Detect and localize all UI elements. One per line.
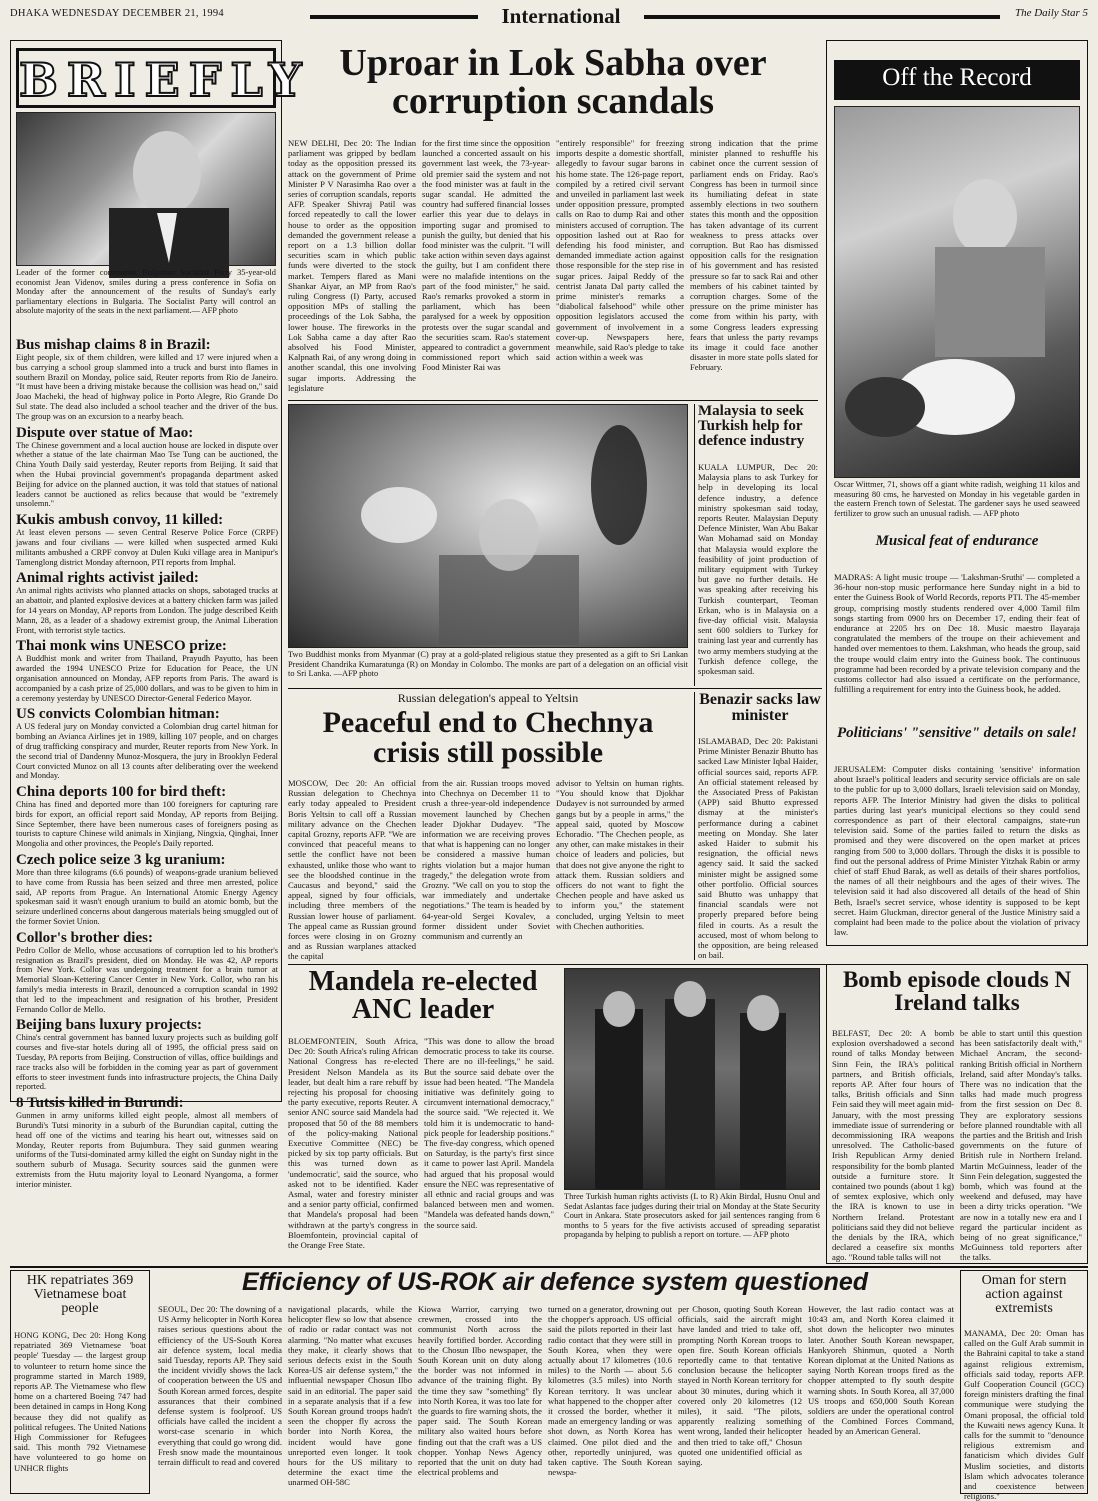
masthead-dateline: DHAKA WEDNESDAY DECEMBER 21, 1994	[10, 8, 224, 19]
monks-photo	[288, 404, 688, 648]
lok-sabha-col-1: NEW DELHI, Dec 20: The Indian parliament was gripped by bedlam today as the opposition pressed its attack on the government of Prime Minister P V Narasimha Rao over a series of corruption scandals, reports AFP. Speaker Shivraj Patil was forced repeatedly to call the lower house to order as the opposition demanded the government release a report on a 1.3 billion dollar securities scam in which public funds were diverted to the stock market. Tempers flared as Mani Shankar Aiyar, an MP from Rao's ruling Congress (I) Party, accused opposition MPs of stalling the proceedings of the Lok Sabha, the lower house. The fireworks in the Lok Sabha came a day after Rao absolved his Food Minister, Kalpnath Rai, of any wrong doing in another scandal, this one involving sugar imports. Addressing the legislature	[288, 138, 416, 393]
lok-sabha-col-3: "entirely responsible" for freezing imports despite a domestic shortfall, allegedly to favour sugar barons in his home state. The 126-page report, compiled by a retired civil servant and unveiled in parliament last week under opposition pressure, prompted calls on Rao to dump Rai and other ministers accused of corruption. The opposition lashed out at Rao for defending his food minister, and demanded immediate action against those responsible for the step rise in sugar prices. Jaipal Reddy of the centrist Janata Dal party called the prime minister's remarks a "diabolical falsehood" while other opposition legislators accused the government of involvement in a cover-up. Newspapers here, meanwhile, said Rao's pledge to take action within a week was	[556, 138, 684, 363]
divider	[288, 400, 818, 401]
malaysia-headline: Malaysia to seek Turkish help for defence industry	[698, 403, 805, 449]
brief-item-kukis: Kukis ambush convoy, 11 killed: At least eleven persons — seven Central Reserve Police Force (CRPF) jawans and four civilians — were killed when suspected armed Kuki militants ambushed a CRPF convoy at Dulen Kuki village area in Manipur's Tamenglong district Monday afternoon, PTI reports from Imphal.	[16, 512, 278, 567]
mandela-col-2: "This was done to allow the broad democratic process to take its course. There are no ill-feelings," he said. But the source said debate over the issue had been heated. "The Mandela initiative was definitely going to circumvent international democracy," the source said. "We rejected it. We told him it is undemocratic to hand-pick people for leadership positions." The five-day congress, which opened on Saturday, is the party's first since it came to power last April. Mandela had argued that his proposal would ensure the NEC was representative of all ethnic and racial groups and was balanced between men and women. "Mandela was defeated hands down," the source said.	[424, 1036, 554, 1230]
oman-headline: Oman for stern action against extremists	[981, 1273, 1067, 1316]
lok-sabha-col-4: strong indication that the prime minister planned to reshuffle his cabinet once the current session of parliament ends on Friday. Rao's Congress has been in turmoil since its humiliating defeat in state assembly elections in two southern states this month and the opposition has taken advantage of its current weakness to press attacks over corruption. But Rao has dismissed opposition calls for the resignation of his government and has resisted pressure so far to sack Rai and other members of his cabinet tainted by corruption charges. Some of the pressure on the prime minister has come from within his party, with some Congress leaders expressing fears that unless the party revamps its image it could face another disaster in more state polls slated for February.	[690, 138, 818, 373]
musical-text: MADRAS: A light music troupe — 'Lakshman-Sruthi' — completed a 36-hour non-stop music performance here Sunday night in a bid to enter the Guiness Book of World Records, reports PTI. The 45-member group, comprising mostly students rendered over 4,000 Tamil film songs starting from 0900 hrs on December 17, ending their feat of endurance at 2205 hrs on Dec 18. Music maestro Ilayaraja congratulated the members of the troupe on their achievement and handed over mementoes to them. Lakshman, who heads the group, said the troupe would claim entry into the Guiness book. The continuous programme had been recorded by a private television company and the customs collector had also issued a certificate on the performance, fulfilling a requirement for entry into the Guiness book, he added.	[834, 572, 1080, 695]
politicians-headline: Politicians' "sensitive" details on sale!	[837, 725, 1077, 741]
monks-caption: Two Buddhist monks from Myanmar (C) pray at a gold-plated religious statue they presented as a gift to Sri Lankan President Chandrika Kumaratunga (R) on Monday in Colombo. The monks are part of a delegation on an official visit to Sri Lanka. —AFP photo	[288, 650, 688, 679]
brief-item-bus: Bus mishap claims 8 in Brazil: Eight people, six of them children, were killed and 17 were injured when a bus carrying a school group slammed into a truck and burst into flames in southern Brazil on Monday, police said, Reuter reports from Rio de Janeiro. "It must have been a driving mistake because the collision was head on," said Joao Macheki, the head of highway police in Porto Alegre, Rio Grande Do Sul state. The dead also included a school teacher and the driver of the bus. The group was on an excursion to a nearby beach.	[16, 337, 278, 421]
politicians-text: JERUSALEM: Computer disks containing 'sensitive' information about Israel's political leaders and security service officials are on sale to the public for up to 3,000 dollars, Israeli television said on Monday, reports AFP. The Interior Ministry had given the disks to political parties during last year's municipal elections so they could send correspondence as part of their electoral campaigns, state-run television said. Some of the parties failed to return the disks as promised and they were discovered on the open market at prices ranging from 500 to 3,000 dollars. Through the disks it is possible to find out the personal address of Prime Minister Yitzhak Rabin or army chief of staff Ehud Barak, as well as details of their shares portfolios, the names of all their neighbours and the ages of their wives. The television said it had also discovered all details of the head of Shin Beth, Israel's secret service, whose identity is supposed to be kept secret. Haim Gluckman, director general of the Justice Ministry said a complaint had been made to the police about the violation of privacy law.	[834, 764, 1080, 938]
briefly-title: BRIEFLY	[16, 48, 276, 108]
mandela-col-1: BLOEMFONTEIN, South Africa, Dec 20: South Africa's ruling African National Congress has re-elected President Nelson Mandela as its leader, but dealt him a rare rebuff by rejecting his proposal for choosing the party executive, reports Reuter. A senior ANC source said Mandela had proposed that 50 of the 88 members of the policy-making National Executive Committee (NEC) be picked by six top party officials. But this was turned down as 'undemocratic', said the source, who asked not to be identified. Kader Asmal, water and forestry minister and a senior party official, confirmed that Mandela's proposal had been withdrawn at the party's congress in Bloemfontein, provincial capital of the Orange Free State.	[288, 1036, 418, 1251]
ireland-headline: Bomb episode clouds N Ireland talks	[842, 967, 1072, 1015]
usrok-col-2: navigational placards, while the helicopter flew so low that absence of radio or radar contact was not alarming. "No matter what excuses they make, it clearly shows that serious defects exist in the South Korea-US air defense system," the influential newspaper Chosun Ilbo said in an editorial. The paper said in a separate analysis that if a few South Korean ground troops hadn't seen the chopper fly across the border into North Korea, the incident would have gone unreported even longer. It took hours for the US military to determine the exact time the unarmed OH-58C	[288, 1304, 412, 1488]
ireland-col-2: be able to start until this question has been satisfactorily dealt with," Michael Ancram, the second-ranking British official in Northern Ireland, said after Monday's talks. There was no indication that the talks had made much progress from the first session on Dec 8. They are exploratory sessions before planned roundtable with all the parties and the British and Irish governments on the future of British rule in Northern Ireland. Martin McGuinness, leader of the Sinn Fein delegation, suggested the bomb, which was found at the weekend and defused, may have been a dirty tricks operation. "We are now in a totally new era and I regard the particular incident as being of no great significance," McGuinness told reporters after the talks.	[960, 1028, 1082, 1263]
turkish-photo	[564, 968, 820, 1190]
chechnya-col-3: advisor to Yeltsin on human rights. "You should know that Djokhar Dudayev is not surrounded by armed gangs but by a people in arms," the appeal said, quoted by Moscow Echoradio. "The Chechen people, as any other, can make mistakes in their choice of leaders and policies, but that does not give anyone the right to attack them. Russian soldiers and officers do not want to fight the Chechen people and have asked us to inform you," the statement concluded, urging Yeltsin to meet with Chechen authorities.	[556, 778, 684, 931]
brief-item-hitman: US convicts Colombian hitman: A US federal jury on Monday convicted a Colombian drug cartel hitman for bombing an Avianca Airlines jet in 1989, killing 107 people, and on charges of drug trafficking conspiracy and murder, Reuter reports from New York. In the second trial of Dandenny Munoz-Mosquera, the jury in Brooklyn Federal Court convicted Munoz on all 13 counts after deliberating over the weekend and Monday.	[16, 706, 278, 781]
mandela-headline: Mandela re-elected ANC leader	[308, 966, 538, 1025]
masthead-rule-left	[310, 15, 478, 19]
usrok-col-4: turned on a generator, drowning out the chopper's approach. US official said the pilots reported in their last radio contact that they were still in South Korea, when they were actually about 17 kilometres (10.6 miles) to the North — about 5.6 kilometres (3.5 miles) into North Korean territory. It was unclear what happened to the chopper after it crossed the border, whether it made an emergency landing or was shot down, as North Korea has claimed. One pilot died and the other, reportedly uninjured, was taken captive. The South Korean newspa-	[548, 1304, 672, 1478]
chechnya-headline: Peaceful end to Chechnya crisis still possible	[322, 706, 654, 769]
hk-headline: HK repatriates 369 Vietnamese boat people	[26, 1273, 134, 1316]
usrok-col-5: per Choson, quoting South Korean officials, said the aircraft might have landed and tried to take off, prompting North Korean troops to open fire. South Korean officials reportedly came to that tentative conclusion because the helicopter stayed in North Korean territory for about 30 minutes, during which it covered only 20 kilometres (12 miles), it said. "The pilots, apparently realizing something went wrong, landed their helicopter and then tried to take off," Chosun quoted one unidentified official as saying.	[678, 1304, 802, 1468]
usrok-headline: Efficiency of US-ROK air defence system questioned	[241, 1268, 869, 1296]
malaysia-text: KUALA LUMPUR, Dec 20: Malaysia plans to ask Turkey for help in developing its local defence industry, a defence ministry spokesman said today, reports Reuter. Malaysian Deputy Defence Minister, Wan Abu Bakar Wan Mohamad said on Monday that Malaysia would explore the feasibility of joint production of military equipment with Turkey but gave no further details. He was speaking after receiving his Turkish counterpart, Teoman Erkan, who is in Malaysia on a five-day official visit. Malaysia sent 600 soldiers to Turkey for training last year and currently has two army members studying at the Turkish defence college, the spokesman said.	[698, 462, 818, 677]
brief-item-birds: China deports 100 for bird theft: China has fined and deported more than 100 foreigners for capturing rare birds for export, an official report said Monday, AP reports from Beijing. Since September, there have been numerous cases of foreigners posing as tourists to capture Chinese wild animals in Xinjiang, Ningxia, Qinghai, Inner Mongolia and other provinces, the People's Daily reported.	[16, 784, 278, 849]
off-record-title: Off the Record	[834, 60, 1080, 100]
radish-caption: Oscar Wittmer, 71, shows off a giant white radish, weighing 11 kilos and measuring 80 cms, he harvested on Monday in his vegetable garden in the eastern French town of Selestat. The gardener says he used seaweed fertilizer to grow such an unusual radish. — AFP photo	[834, 480, 1080, 518]
turkish-photo-shapes	[565, 969, 821, 1191]
monks-photo-shapes	[289, 405, 689, 649]
benazir-headline: Benazir sacks law minister	[699, 691, 821, 724]
divider	[694, 692, 695, 960]
turkish-caption: Three Turkish human rights activists (L to R) Akin Birdal, Husnu Onul and Sedat Aslantas face judges during their trial on Monday at the State Security Court in Ankara. State prosecutors asked for jail sentences ranging from 6 months to 5 years for the five activists accused of spreading separatist propaganda by helping to publish a report on torture. — AFP photo	[564, 1192, 820, 1240]
benazir-text: ISLAMABAD, Dec 20: Pakistani Prime Minister Benazir Bhutto has sacked Law Minister Iqbal Haider, official sources said, reports AFP. An official statement released by the Associated Press of Pakistan (APP) said Bhutto expressed dismay at the minister's performance during a cabinet meeting on Monday. She later asked Haider to submit his resignation, the official news agency said. It said the sacked minister might be assigned some other portfolio. Official sources said Bhutto was unhappy that financial scandals were not properly prepared before being filed in courts. As a result the accused, most of whom belong to the opposition, are being released on bail.	[698, 736, 818, 961]
brief-item-collor: Collor's brother dies: Pedro Collor de Mello, whose accusations of corruption led to his brother's resignation as Brazil's president, died on Monday. He was 42, AP reports from New York. Collor was undergoing treatment for a brain tumor at Memorial Sloan-Kettering Cancer Center in New York. Collor, who ran his family's media interests in Brazil, denounced a corruption scandal in 1992 that led to the impeachment and resignation of his brother, President Fernando Collor de Mello.	[16, 929, 278, 1014]
brief-item-luxury: Beijing bans luxury projects: China's central government has banned luxury projects such as building golf courses and five-star hotels during all of 1995, the official press said on Tuesday, PA reports from Beijing. Construction of villas, office buildings and race tracks also will be forbidden in the coming year as part of government efforts to steer investment funds into infrastructure projects, the China Daily reported.	[16, 1017, 278, 1092]
hk-text: HONG KONG, Dec 20: Hong Kong repatriated 369 Vietnamese 'boat people' Tuesday — the largest group to volunteer to return home since the programme started in March 1989, reports AP. The Vietnamese who flew home on a chartered Boeing 747 had been detained in camps in Hong Kong because they did not qualify as political refugees. The United Nations High Commissioner for Refugees said. This month 792 Vietnamese have volunteered to go home on UNHCR flights	[14, 1330, 146, 1473]
usrok-col-3: Kiowa Warrior, carrying two crewmen, crossed into the communist North across the heavily fortified border. According to the Chosun Ilbo newspaper, the South Korean unit on duty along the border was not informed in advance of the training flight. By the time they saw "something" fly into North Korea, it was too late for the guards to fire warning shots, the paper said. The South Korean military also waited hours before finding out that the craft was a US chopper. Yonhap News Agency reported that the unit on duty had electrical problems and	[418, 1304, 542, 1478]
videnov-caption: Leader of the former communist Bulgarian Socialist Party 35-year-old economist Jean Videnov, smiles during a press conference in Sofia on Monday after the announcement of the results of Sunday's early parliamentary elections in Bulgaria. The Socialist Party will control an absolute majority of the seats in the next parliament.— AFP photo	[16, 268, 276, 316]
brief-item-mao: Dispute over statue of Mao: The Chinese government and a local auction house are locked in dispute over whether a statue of the late chairman Mao Tse Tung can be auctioned, the China Youth Daily said yesterday, Reuter reports from Beijing. It said that when the Hubai provincial government's propaganda department asked Beijing for advice on the planned auction, it was told that statues of national leaders cannot be auctioned as relics because that would be "extremely unsolemn."	[16, 424, 278, 509]
chechnya-col-1: MOSCOW, Dec 20: An official Russian delegation to Chechnya early today appealed to President Boris Yeltsin to call off a Russian military advance on the Chechen capital Grozny, reports AFP. "We are convinced that peaceful means to settle the conflict have not been exhausted, unlike those who want to see the bloodshed continue in the Caucasus and beyond," said the appeal, signed by four officials, including three members of the Russian lower house of parliament. The appeal came as Russian ground forces were closing in on Grozny and as Russian warplanes attacked the capital	[288, 778, 416, 962]
divider	[694, 404, 695, 686]
portrait-placeholder	[17, 113, 277, 267]
lok-sabha-headline: Uproar in Lok Sabha over corruption scandals	[339, 42, 767, 122]
masthead-rule-right	[644, 15, 1000, 19]
radish-photo-shapes	[835, 107, 1081, 479]
briefly-items	[16, 334, 278, 1189]
brief-item-unesco: Thai monk wins UNESCO prize: A Buddhist monk and writer from Thailand, Prayudh Payutto, has been awarded the 1994 UNESCO Prize for Education for Peace, the UN organisation announced on Monday, AFP reports from Paris. The award is accompanied by a cash prize of 25,000 dollars, and was to be given to him in a ceremony yesterday by UNESCO Director-General Federico Mayor.	[16, 638, 278, 703]
divider	[288, 688, 822, 689]
videnov-photo	[16, 112, 276, 266]
ireland-col-1: BELFAST, Dec 20: A bomb explosion overshadowed a second round of talks Monday between Sinn Fein, the IRA's political partners, and British officials, reports AP. After four hours of talks, British officials and Sinn Fein said they will meet again mid-January, with the most pressing immediate issue of surrendering or decommissioning IRA weapons unresolved. The Catholic-based Irish Republican Army denied responsibility for the bomb planted outside a furniture store. It contained two pounds (about 1 kg) of semtex explosive, which only the IRA is known to use in Northern Ireland. Protestant politicians said they did not believe the denials by the IRA, which declared a ceasefire six months ago. "Round table talks will not	[832, 1028, 954, 1263]
brief-item-tutsis: 8 Tutsis killed in Burundi: Gunmen in army uniforms killed eight people, almost all members of Burundi's Tutsi minority in a suburb of the Burundian capital, cutting the head off one of the victims and tearing his heart out, witnesses said on Monday, Reuter reports from Bujumbura. They said gunmen wearing uniforms of the Tutsi-dominated army killed the eight on Sunday night in the southern suburb of Musaga. Security sources said the gunmen were extremists from the Hutu majority loyal to Leonard Nyangoma, a former interior minister.	[16, 1095, 278, 1189]
chechnya-kicker: Russian delegation's appeal to Yeltsin	[397, 691, 579, 705]
brief-item-animal: Animal rights activist jailed: An animal rights activists who planned attacks on shops, sabotaged trucks at an abattoir, and planted explosive devices at a battery chicken farm was jailed for 14 years on Monday, AP reports from London. The judge described Keith Mann, 28, as a leader of a shadowy extremist group, the Animal Liberation Front, with terrorist style tactics.	[16, 570, 278, 635]
usrok-col-1: SEOUL, Dec 20: The downing of a US Army helicopter in North Korea raises serious questions about the efficiency of the US-South Korea air defence system, local media said Tuesday, reports AP. They said the incident vividly shows the lack of cooperation between the US and South Korean armed forces, despite assurances that their combined defense system is foolproof. US officials have called the incident a worst-case scenario in which everything that could go wrong did. Fresh snow made the mountainous terrain difficult to read and covered	[158, 1304, 282, 1468]
section-title: International	[501, 4, 621, 28]
lok-sabha-col-2: for the first time since the opposition launched a concerted assault on his government last week, the 73-year-old premier said the system and not the food minister was at fault in the sugar scandal. He admitted the country had suffered financial losses earlier this year due to delays in importing sugar and promised to punish the guilty, but denied that his food minister was the culprit. "I will take action within seven days against the guilty, but I am confident there were no malafide intentions on the part of the food minister," he said. Rao's remarks provoked a storm in parliament, which has been paralysed for a week by opposition protests over the sugar scandal and the securities scam. Rao's statement appeared to contradict a government commissioned report which said Food Minister Rai was	[422, 138, 550, 373]
masthead-paper-name: The Daily Star 5	[1014, 7, 1088, 19]
masthead	[10, 4, 1088, 30]
usrok-col-6: However, the last radio contact was at 10:43 am, and North Korea claimed it shot down the helicopter two minutes later. Another South Korean newspaper, Hankyoreh Shinmun, quoted a North Korean diplomat at the United Nations as saying North Korean troops fired as the chopper attempted to fly south despite warning shots. In South Korea, all 37,000 US troops and 650,000 South Korean soldiers are under the operational control of the Combined Forces Command, headed by an American General.	[808, 1304, 954, 1437]
radish-photo	[834, 106, 1080, 478]
chechnya-col-2: from the air. Russian troops moved into Chechnya on December 11 to crush a three-year-old independence movement launched by Chechen leader Djokhar Dudayev. "The information we are receiving proves that what is happening can no longer be considered a massive human rights violation but a major human tragedy," the delegation wrote from Grozny. "We call on you to stop the war immediately and undertake negotiations." The team is headed by 64-year-old Sergei Kovalev, a former dissident under Soviet communism and currently an	[422, 778, 550, 942]
oman-text: MANAMA, Dec 20: Oman has called on the Gulf Arab summit in the Bahraini capital to take a stand against religious extremism, officials said today, reports AFP. Gulf Cooperation Council (GCC) foreign ministers drafting the final communique were studying the Omani proposal, the official told the Kuwaiti news agency Kuna. It calls for the summit to "denounce religious extremism and fanaticism which divides Gulf Muslim societies, and distorts Islam which advocates tolerance and coexistence between religions."	[964, 1328, 1084, 1501]
brief-item-uranium: Czech police seize 3 kg uranium: More than three kilograms (6.6 pounds) of weapons-grade uranium believed to have come from Russia has been seized and three men arrested, police said, AP reports from Prague. An International Atomic Energy Agency spokesman said it wasn't enough uranium to build an atomic bomb, but the seizure underlined concerns about dangerous materials being smuggled out of the former Soviet Union.	[16, 852, 278, 927]
musical-headline: Musical feat of endurance	[875, 533, 1039, 549]
